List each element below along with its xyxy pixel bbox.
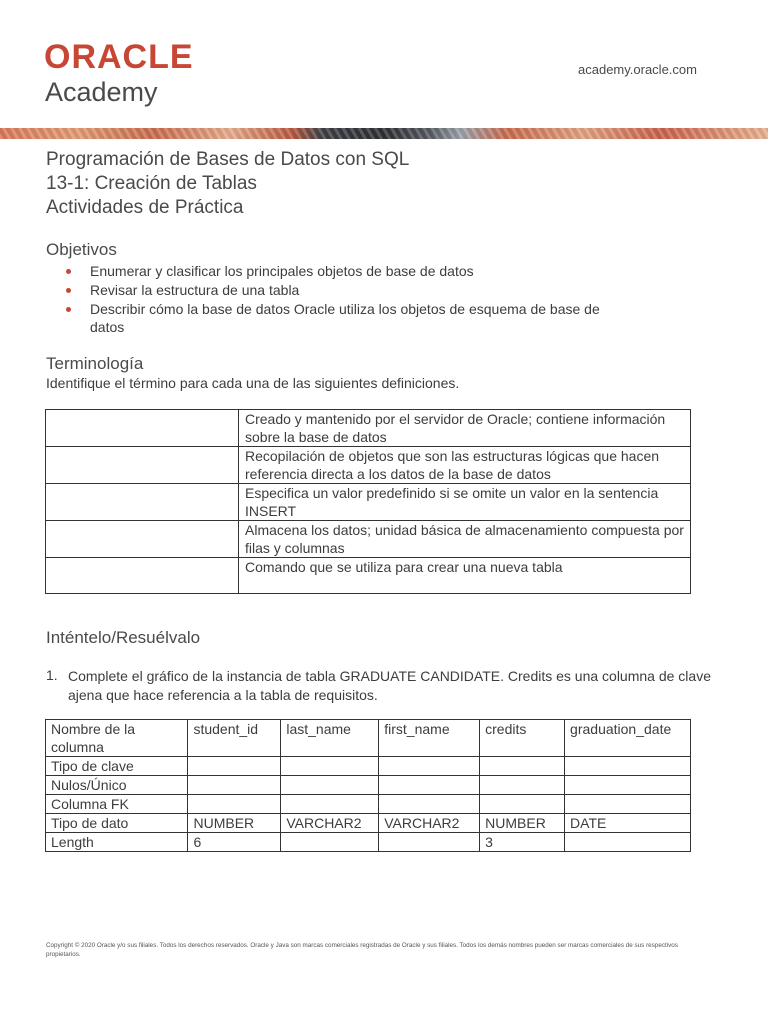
header-cell: graduation_date <box>565 720 691 757</box>
table-row <box>46 757 691 776</box>
term-input-cell[interactable] <box>46 410 239 447</box>
header-url[interactable]: academy.oracle.com <box>578 62 697 77</box>
objective-text: Revisar la estructura de una tabla <box>90 282 300 298</box>
bullet-icon <box>66 269 71 274</box>
objective-item <box>46 262 636 280</box>
answer-cell[interactable] <box>480 795 565 814</box>
table-row <box>46 447 691 484</box>
objectives-heading: Objetivos <box>46 240 117 259</box>
terminology-heading: Terminología <box>46 354 144 373</box>
header-cell: last_name <box>281 720 379 757</box>
answer-cell[interactable] <box>379 757 480 776</box>
lesson-title: 13-1: Creación de Tablas <box>46 173 257 194</box>
try-it-heading: Inténtelo/Resuélvalo <box>46 628 201 647</box>
academy-logo-text: Academy <box>45 77 158 107</box>
data-type-cell: VARCHAR2 <box>281 814 379 833</box>
term-input-cell[interactable] <box>46 447 239 484</box>
question-number: 1. <box>46 667 58 683</box>
answer-cell[interactable] <box>281 757 379 776</box>
answer-cell[interactable] <box>188 757 281 776</box>
question-text: Complete el gráfico de la instancia de tabla GRADUATE CANDIDATE. Credits es una columna de clave ajena que hace referencia a la tabla de requisitos. <box>68 668 711 703</box>
activity-title: Actividades de Práctica <box>46 197 244 218</box>
definition-cell: Creado y mantenido por el servidor de Oracle; contiene información sobre la base de datos <box>239 410 691 447</box>
row-label-cell: Tipo de clave <box>46 757 188 776</box>
length-cell: 6 <box>188 833 281 852</box>
answer-cell[interactable] <box>480 757 565 776</box>
answer-cell[interactable] <box>565 776 691 795</box>
answer-cell[interactable] <box>480 776 565 795</box>
definition-cell: Especifica un valor predefinido si se omite un valor en la sentencia INSERT <box>239 484 691 521</box>
table-row <box>46 776 691 795</box>
answer-cell[interactable] <box>281 776 379 795</box>
objectives-list <box>46 262 636 337</box>
length-cell: 3 <box>480 833 565 852</box>
bullet-icon <box>66 307 71 312</box>
table-header-row <box>46 720 691 757</box>
table-row <box>46 833 691 852</box>
answer-cell[interactable] <box>565 757 691 776</box>
course-title: Programación de Bases de Datos con SQL <box>46 149 410 170</box>
objective-text: Describir cómo la base de datos Oracle utiliza los objetos de esquema de base de datos <box>90 301 600 335</box>
definition-cell: Almacena los datos; unidad básica de almacenamiento compuesta por filas y columnas <box>239 521 691 558</box>
oracle-logo: ORACLE <box>44 38 194 76</box>
header-cell: Nombre de la columna <box>46 720 188 757</box>
table-row <box>46 484 691 521</box>
answer-cell[interactable] <box>281 795 379 814</box>
definition-cell: Recopilación de objetos que son las estructuras lógicas que hacen referencia directa a los datos de la base de datos <box>239 447 691 484</box>
data-type-cell: NUMBER <box>188 814 281 833</box>
answer-cell[interactable] <box>379 776 480 795</box>
terminology-table <box>45 409 691 594</box>
length-cell[interactable] <box>565 833 691 852</box>
table-row <box>46 795 691 814</box>
header-cell: credits <box>480 720 565 757</box>
term-input-cell[interactable] <box>46 484 239 521</box>
copyright-notice: Copyright © 2020 Oracle y/o sus filiales. Todos los derechos reservados. Oracle y Java son marcas comerciales registradas de Oracle y sus filiales. Todos los demás nombres pueden ser marcas comerciales de sus respectivos propietarios. <box>46 942 678 958</box>
header-cell: student_id <box>188 720 281 757</box>
objective-item <box>46 300 636 336</box>
terminology-instruction: Identifique el término para cada una de las siguientes definiciones. <box>46 375 460 391</box>
row-label-cell: Length <box>46 833 188 852</box>
length-cell[interactable] <box>379 833 480 852</box>
row-label-cell: Columna FK <box>46 795 188 814</box>
table-row <box>46 814 691 833</box>
table-row <box>46 521 691 558</box>
definition-cell: Comando que se utiliza para crear una nueva tabla <box>239 558 691 594</box>
row-label-cell: Nulos/Único <box>46 776 188 795</box>
term-input-cell[interactable] <box>46 521 239 558</box>
decorative-banner <box>0 128 768 139</box>
table-row <box>46 558 691 594</box>
answer-cell[interactable] <box>188 776 281 795</box>
objective-text: Enumerar y clasificar los principales objetos de base de datos <box>90 263 474 279</box>
data-type-cell: NUMBER <box>480 814 565 833</box>
graduate-candidate-table <box>45 719 691 852</box>
answer-cell[interactable] <box>188 795 281 814</box>
data-type-cell: VARCHAR2 <box>379 814 480 833</box>
table-row <box>46 410 691 447</box>
answer-cell[interactable] <box>565 795 691 814</box>
objective-item <box>46 281 636 299</box>
data-type-cell: DATE <box>565 814 691 833</box>
row-label-cell: Tipo de dato <box>46 814 188 833</box>
length-cell[interactable] <box>281 833 379 852</box>
header-cell: first_name <box>379 720 480 757</box>
term-input-cell[interactable] <box>46 558 239 594</box>
bullet-icon <box>66 288 71 293</box>
answer-cell[interactable] <box>379 795 480 814</box>
